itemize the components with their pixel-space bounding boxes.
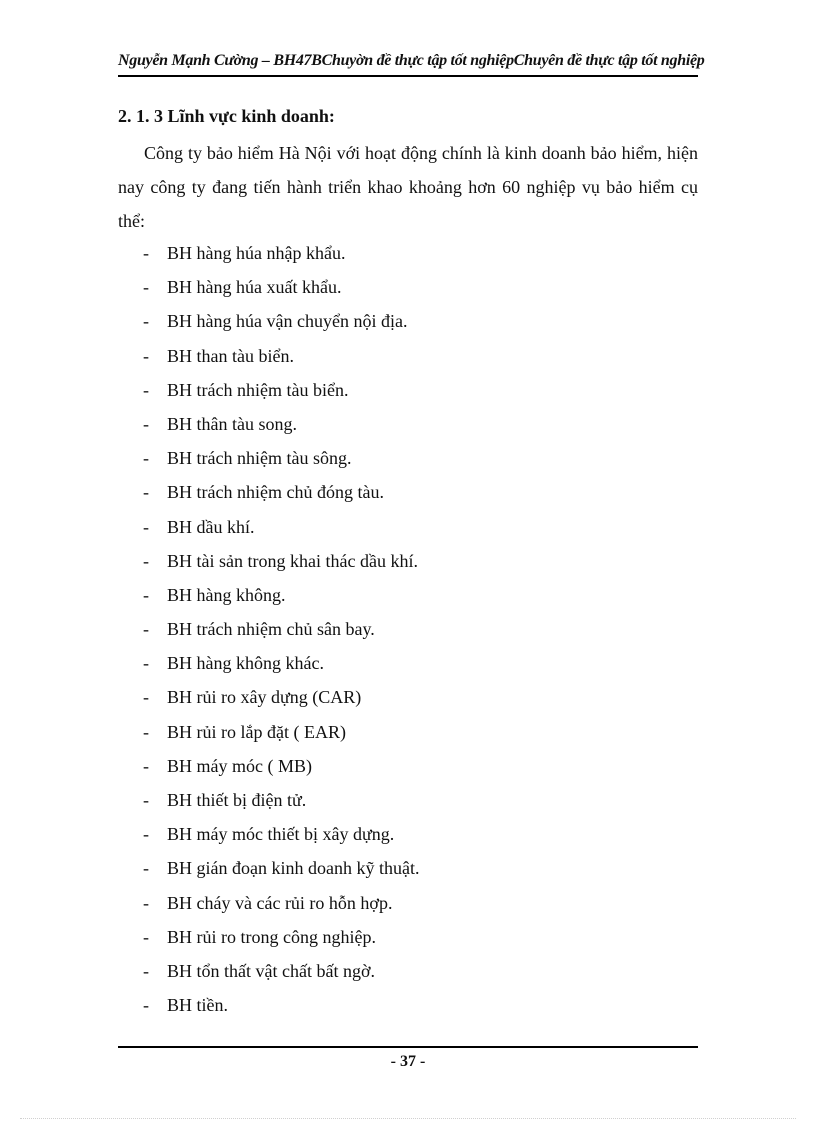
list-item	[143, 817, 703, 851]
list-bullet: -	[143, 790, 149, 810]
list-item-text: BH tổn thất vật chất bất ngờ.	[167, 960, 375, 981]
list-item	[143, 304, 703, 338]
list-bullet: -	[143, 926, 149, 947]
list-item	[143, 510, 703, 544]
list-bullet: -	[143, 311, 149, 332]
list-item-text: BH cháy và các rủi ro hỗn hợp.	[167, 892, 393, 913]
list-item	[143, 339, 703, 373]
list-item-text: BH thân tàu song.	[167, 413, 297, 434]
list-item-text: BH trách nhiệm chủ đóng tàu.	[167, 482, 384, 503]
list-item-text: BH trách nhiệm tàu sông.	[167, 448, 352, 469]
running-header: Nguyễn Mạnh Cường – BH47BChuyờn đề thực tập tốt nghiệpChuyên đề thực tập tốt nghiệp	[118, 52, 705, 69]
list-item-text: BH gián đoạn kinh doanh kỹ thuật.	[167, 858, 420, 879]
list-bullet: -	[143, 516, 149, 537]
list-item	[143, 475, 703, 509]
insurance-list	[143, 236, 703, 1022]
intro-paragraph	[118, 136, 698, 238]
list-item-text: BH hàng húa vận chuyển nội địa.	[167, 311, 408, 332]
list-bullet: -	[143, 858, 149, 879]
list-item-text: BH thiết bị điện tử.	[167, 790, 307, 810]
intro-text: Công ty bảo hiểm Hà Nội với hoạt động chính là kinh doanh bảo hiểm, hiện nay công ty đang tiến hành triển khao khoảng hơn 60 nghiệp vụ bảo hiểm cụ thể:	[118, 143, 698, 231]
list-item	[143, 954, 703, 988]
list-bullet: -	[143, 619, 149, 640]
section-title: 2. 1. 3 Lĩnh vực kinh doanh:	[118, 106, 335, 126]
list-item-text: BH hàng húa nhập khẩu.	[167, 243, 346, 263]
list-bullet: -	[143, 995, 149, 1016]
list-item	[143, 851, 703, 885]
list-item-text: BH rủi ro trong công nghiệp.	[167, 926, 376, 947]
list-item	[143, 407, 703, 441]
list-bullet: -	[143, 960, 149, 981]
footer-rule	[118, 1046, 698, 1048]
list-bullet: -	[143, 413, 149, 434]
list-bullet: -	[143, 243, 149, 263]
list-item	[143, 920, 703, 954]
list-bullet: -	[143, 653, 149, 674]
list-item-text: BH tài sản trong khai thác dầu khí.	[167, 550, 418, 571]
list-bullet: -	[143, 721, 149, 742]
list-item-text: BH máy móc thiết bị xây dựng.	[167, 824, 395, 845]
list-bullet: -	[143, 550, 149, 571]
list-item-text: BH tiền.	[167, 995, 228, 1016]
list-item-text: BH rủi ro xây dựng (CAR)	[167, 687, 362, 708]
list-bullet: -	[143, 584, 149, 605]
list-item	[143, 783, 703, 817]
list-item	[143, 578, 703, 612]
list-item	[143, 680, 703, 714]
list-item	[143, 988, 703, 1022]
list-item	[143, 749, 703, 783]
list-item-text: BH trách nhiệm tàu biển.	[167, 379, 349, 400]
page-edge-dots	[20, 1118, 796, 1119]
list-bullet: -	[143, 687, 149, 708]
header-rule	[118, 75, 698, 77]
list-item	[143, 646, 703, 680]
page-number: - 37 -	[390, 1053, 426, 1070]
list-item-text: BH than tàu biển.	[167, 345, 294, 366]
list-bullet: -	[143, 448, 149, 469]
list-bullet: -	[143, 379, 149, 400]
list-item	[143, 373, 703, 407]
list-item	[143, 612, 703, 646]
list-item	[143, 441, 703, 475]
list-item-text: BH máy móc ( MB)	[167, 755, 312, 776]
list-item-text: BH hàng không.	[167, 584, 286, 605]
list-bullet: -	[143, 755, 149, 776]
list-item	[143, 544, 703, 578]
list-item-text: BH dầu khí.	[167, 516, 255, 537]
list-bullet: -	[143, 277, 149, 298]
list-bullet: -	[143, 345, 149, 366]
list-item-text: BH trách nhiệm chủ sân bay.	[167, 619, 375, 640]
list-item-text: BH hàng không khác.	[167, 653, 324, 674]
list-item-text: BH hàng húa xuất khẩu.	[167, 277, 342, 298]
list-item	[143, 270, 703, 304]
list-item	[143, 886, 703, 920]
list-item	[143, 715, 703, 749]
list-bullet: -	[143, 824, 149, 845]
list-item	[143, 236, 703, 270]
list-item-text: BH rủi ro lắp đặt ( EAR)	[167, 721, 346, 742]
list-bullet: -	[143, 482, 149, 503]
list-bullet: -	[143, 892, 149, 913]
